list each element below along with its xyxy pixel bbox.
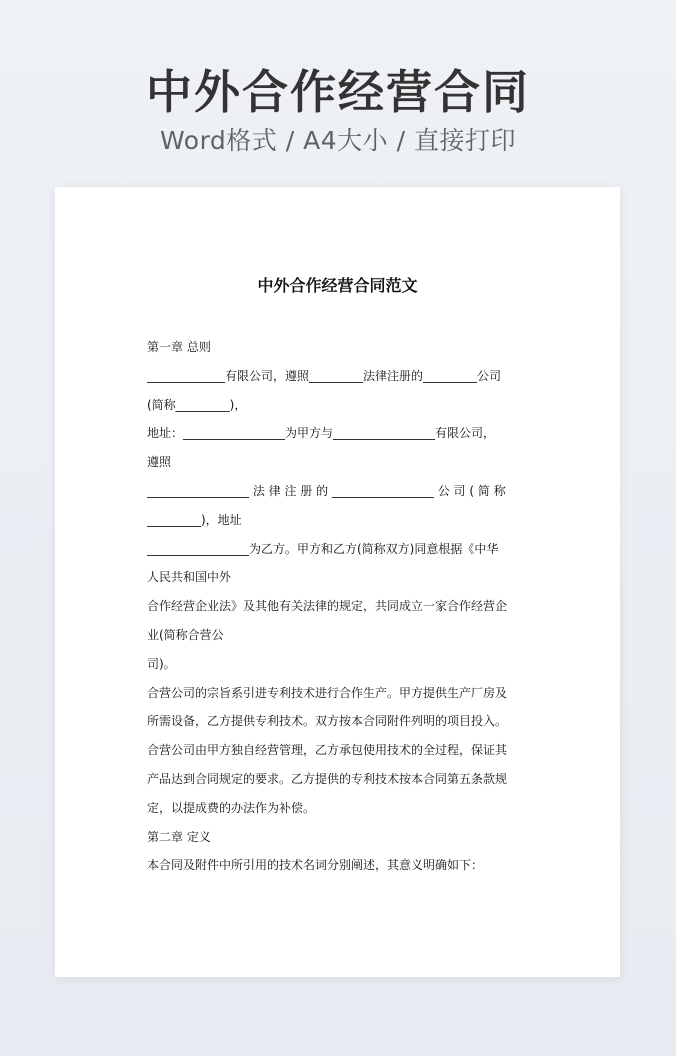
paragraph-line: 业(简称合营公 <box>147 627 224 642</box>
paragraph-line: 合作经营企业法》及其他有关法律的规定，共同成立一家合作经营企 <box>147 599 508 614</box>
paragraph-line: 本合同及附件中所引用的技术名词分别阐述，其意义明确如下： <box>147 858 484 873</box>
banner-subtitle: Word格式 / A4大小 / 直接打印 <box>160 126 516 155</box>
paragraph-line: 地址：_________________为甲方与_________________有限公司， <box>147 426 496 441</box>
document-page <box>55 187 620 977</box>
chapter-heading: 第二章 定义 <box>147 829 211 844</box>
paragraph-line: 合营公司的宗旨系引进专利技术进行合作生产。甲方提供生产厂房及 <box>147 685 508 700</box>
paragraph-line: _________)，地址 <box>147 512 242 527</box>
paragraph-line: 所需设备，乙方提供专利技术。双方按本合同附件列明的项目投入。 <box>147 714 508 729</box>
banner-title: 中外合作经营合同 <box>146 65 530 119</box>
document-title: 中外合作经营合同范文 <box>257 276 418 295</box>
paragraph-line: 人民共和国中外 <box>147 570 232 585</box>
paragraph-line: _________________为乙方。甲方和乙方(简称双方)同意根据《中华 <box>147 541 499 556</box>
paragraph-line: 遵照 <box>147 455 172 470</box>
paragraph-line: 定，以提成费的办法作为补偿。 <box>147 800 316 815</box>
paragraph-line: _____________有限公司，遵照_________法律注册的_________公司 <box>147 368 502 383</box>
paragraph-line: 合营公司由甲方独自经营管理，乙方承包使用技术的全过程，保证其 <box>147 743 508 758</box>
paragraph-line: 产品达到合同规定的要求。乙方提供的专利技术按本合同第五条款规 <box>147 771 508 786</box>
chapter-heading: 第一章 总则 <box>147 340 211 354</box>
document-body <box>147 333 529 880</box>
paragraph-line: 司)。 <box>147 656 176 671</box>
paragraph-line: _________________ 法 律 注 册 的 _________________ 公 司 ( 简 称 <box>147 483 506 498</box>
banner <box>0 62 676 158</box>
paragraph-line: (简称_________)， <box>147 397 247 412</box>
